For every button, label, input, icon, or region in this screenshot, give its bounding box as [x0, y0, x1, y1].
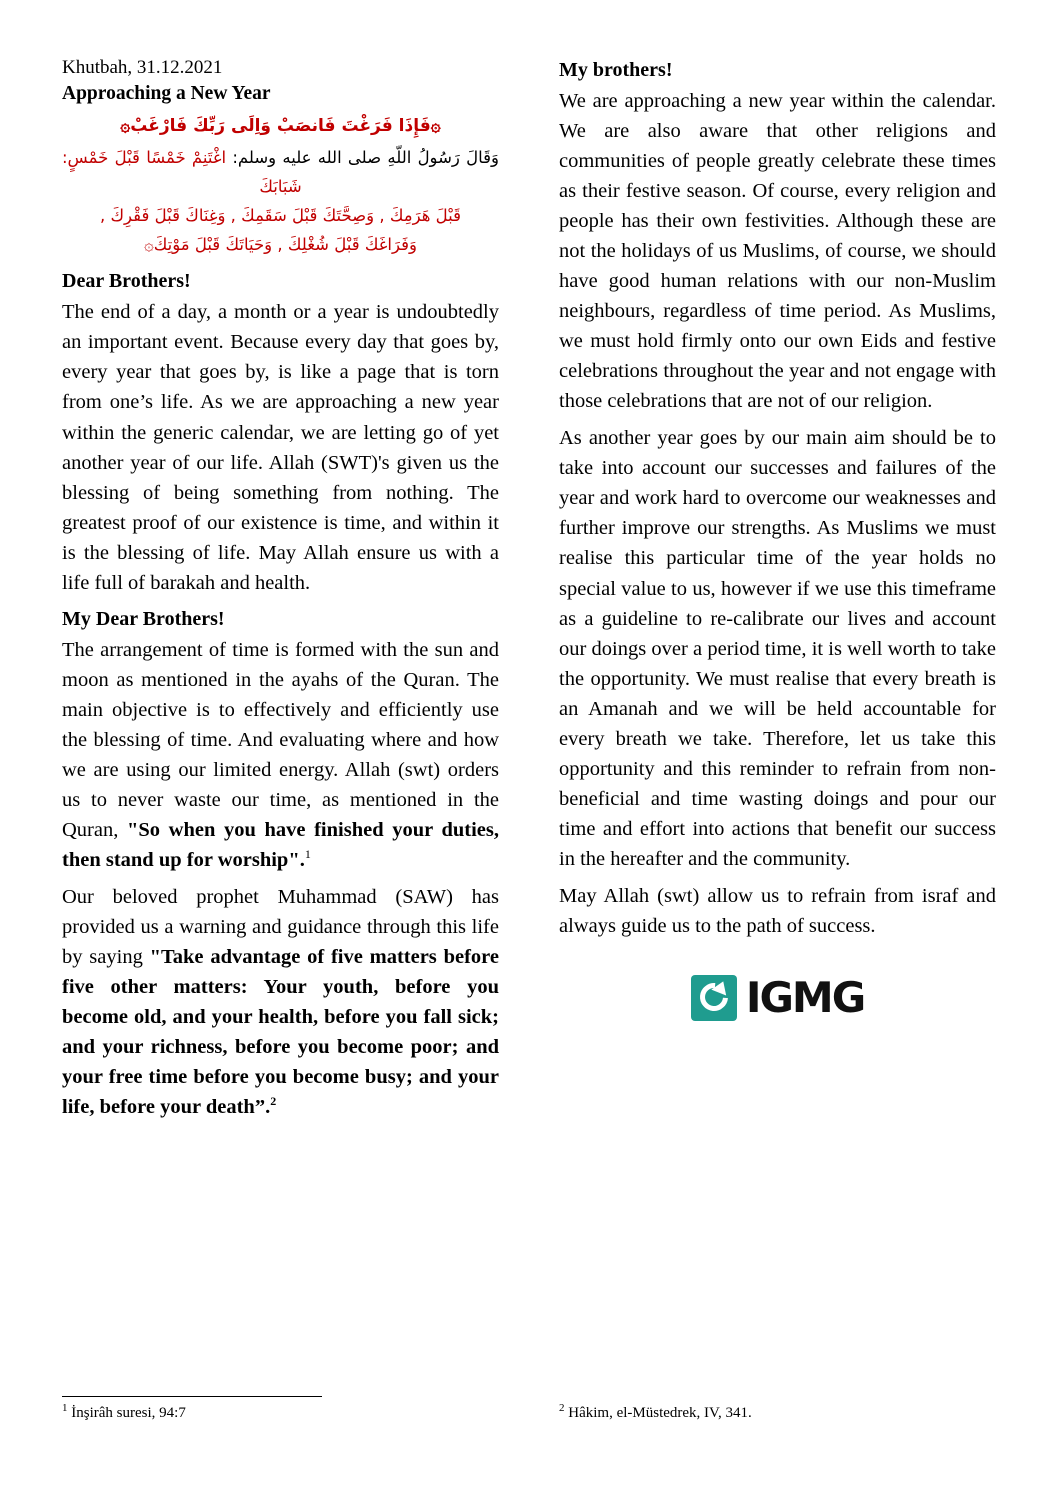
- arabic-quran-verse: ۞فَإِذَا فَرَغْتَ فَانصَبْ وَاِلَى رَبِّكَ فَارْغَبْ۞: [120, 116, 441, 137]
- quran-quote: "So when you have finished your duties, then stand up for worship": [62, 818, 500, 871]
- arabic-hadith-line-2: قَبْلَ هَرَمِكَ , وَصِحَّتَكَ قَبْلَ سَقَمِكَ , وَغِنَاكَ قَبْلَ فَقْرِكَ ,: [99, 205, 462, 225]
- khutbah-date: Khutbah, 31.12.2021: [62, 57, 223, 78]
- heading-my-brothers: My brothers!: [559, 59, 673, 81]
- footnote-right: [559, 1396, 996, 1424]
- heading-my-dear-brothers: My Dear Brothers!: [62, 607, 225, 630]
- paragraph-text-intro: Our beloved prophet Muhammad (SAW) has provided us a warning and guidance through this life by saying: [62, 885, 499, 968]
- paragraph-arrangement-of-time: [62, 635, 499, 875]
- paragraph-another-year-goes-by: As another year goes by our main aim should be to take into account our successes and failures of the year and work hard to overcome our weaknesses and further improve our strengths. As Muslims we must realise this particular time of the year holds no special value to us, however if we use this timeframe as a guideline to re-calibrate our lives and account our doings over a period time, it is well worth to take the opportunity. We must realise that every breath is an Amanah and we will be held accountable for every breath we take. Therefore, let us take this opportunity and this reminder to refrain from non-beneficial and time wasting doings and pour our time and effort into actions that benefit our success in the hereafter and the community.: [559, 427, 996, 870]
- footnote-ref-1: 1: [304, 847, 311, 862]
- footnote-right-marker: 2: [559, 1401, 565, 1414]
- footnote-divider: [62, 1396, 322, 1397]
- arabic-hadith-line-3: وَفَرَاغَكَ قَبْلَ شُغْلِكَ , وَحَيَاتَكَ قَبْلَ مَوْتِكَ۞: [144, 234, 417, 254]
- logo-wordmark: IGMG: [745, 972, 865, 1022]
- footnote-left-text: [62, 1401, 499, 1424]
- left-column: [62, 56, 499, 1346]
- arabic-hadith-red-1: اغْتَنِمْ خَمْسًا قَبْلَ خَمْسٍ: شَبَابَكَ: [62, 147, 302, 196]
- igmg-logo: [559, 972, 996, 1022]
- right-column: [559, 56, 996, 1346]
- crescent-tulip-icon: [691, 975, 737, 1021]
- paragraph-closing-dua: May Allah (swt) allow us to refrain from israf and always guide us to the path of success.: [559, 884, 996, 937]
- page-title: Approaching a New Year: [62, 82, 271, 104]
- paragraph-text-part-a: The arrangement of time is formed with the sun and moon as mentioned in the ayahs of the Quran. The main objective is to effectively and efficiently use the blessing of time. And evaluating where and how we are using our limited energy. Allah (swt) orders us to never waste our time, as mentioned in the Quran,: [62, 638, 499, 841]
- paragraph-approaching-new-year: We are approaching a new year within the calendar. We are also aware that other religions and communities of people greatly celebrate these times as their festive season. Of course, every religion and people has their own festivities. Although these are not the holidays of us Muslims, of course, we should have good human relations with our non-Muslim neighbours, regardless of time period. As Muslims, we must hold firmly onto our own Eids and festive celebrations throughout the year and not engage with those celebrations that are not of our religion.: [559, 90, 996, 413]
- arabic-scripture-block: [62, 112, 499, 259]
- two-column-layout: [62, 56, 996, 1346]
- logo-group: [691, 972, 865, 1022]
- footnote-spacer: [559, 1396, 996, 1404]
- footnote-ref-2: 2: [270, 1094, 277, 1109]
- paragraph-text-part-b: .: [299, 848, 305, 871]
- footnote-left-marker: 1: [62, 1401, 68, 1414]
- paragraph-end-of-day: The end of a day, a month or a year is undoubtedly an important event. Because every day that goes by, every year that goes by, is like a page that is torn from one’s life. As we are approaching a new year within the generic calendar, we are letting go of yet another year of our life. Allah (SWT)'s given us the blessing of being something from nothing. The greatest proof of our existence is time, and within it is the blessing of life. May Allah ensure us with a life full of barakah and health.: [62, 301, 499, 594]
- heading-dear-brothers: Dear Brothers!: [62, 270, 191, 293]
- footnote-right-text: [559, 1401, 996, 1424]
- paragraph-prophet-hadith: [62, 882, 499, 1122]
- hadith-quote: "Take advantage of five matters before five other matters: Your youth, before you become old, and your health, before you fall sick; and your richness, before you become poor; and your free time before you become busy; and your life, before your death”.: [62, 946, 499, 1119]
- footnote-right-citation: Hâkim, el-Müstedrek, IV, 341.: [564, 1404, 752, 1421]
- footnote-left-citation: İnşirâh suresi, 94:7: [67, 1404, 186, 1421]
- arabic-hadith-line-1: [62, 144, 499, 202]
- arabic-hadith-intro: وَقَالَ رَسُولُ اللّهِ صلى الله عليه وسلم:: [232, 147, 499, 167]
- footnotes-area: [62, 1396, 996, 1424]
- footnote-left: [62, 1396, 499, 1424]
